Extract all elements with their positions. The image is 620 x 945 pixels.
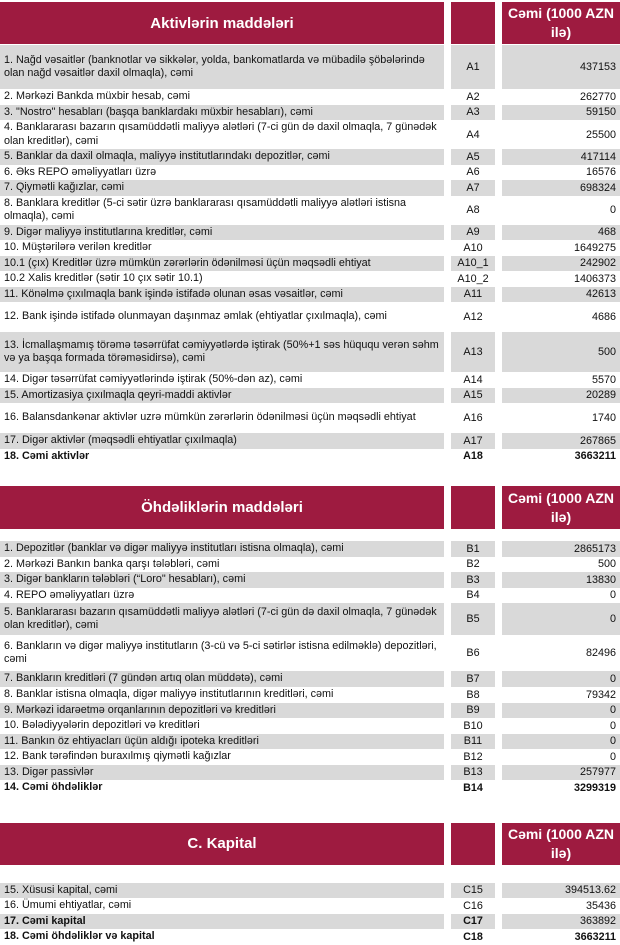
row-label-cell [0, 388, 444, 404]
row-label-cell [0, 588, 444, 604]
row-code-cell: A17 [451, 433, 495, 449]
table-row [0, 541, 620, 557]
row-value-cell: 25500 [585, 128, 616, 141]
row-code-cell: A6 [466, 166, 480, 179]
row-label: 15. Xüsusi kapital, cəmi [4, 883, 118, 896]
row-label-cell [0, 749, 444, 765]
row-label-cell [0, 240, 444, 256]
table-row [0, 687, 620, 703]
row-label: 3. "Nostro" hesabları (başqa banklardakı müxbir hesabları), cəmi [4, 105, 313, 118]
row-label-cell [0, 671, 444, 687]
section-header [0, 823, 620, 865]
table-row [0, 372, 620, 388]
table-row [0, 120, 620, 149]
row-label-cell [0, 780, 444, 796]
row-code-cell: B4 [466, 589, 480, 602]
row-value-cell: 1406373 [573, 272, 616, 285]
section-capital [0, 823, 620, 945]
row-label: 17. Cəmi kapital [4, 914, 86, 927]
table-row [0, 45, 620, 89]
row-value-cell: 1649275 [573, 241, 616, 254]
row-value-cell: 82496 [585, 647, 616, 659]
table-row [0, 332, 620, 372]
row-label-cell [0, 225, 444, 241]
row-label-cell [0, 433, 444, 449]
row-value-cell: 0 [502, 734, 620, 750]
row-label: 9. Mərkəzi idarəetmə orqanlarının depozitləri və kreditləri [4, 703, 276, 716]
row-label: 7. Qiymətli kağızlar, cəmi [4, 181, 124, 193]
row-label: 2. Mərkəzi Bankın banka qarşı tələbləri, cəmi [4, 557, 220, 570]
header-gap [0, 529, 620, 541]
table-row [0, 780, 620, 796]
row-code-cell: B8 [466, 688, 480, 701]
section-header [0, 486, 620, 529]
row-label: 6. Əks REPO əməliyyatları üzrə [4, 165, 157, 178]
row-label: 5. Banklararası bazarın qısamüddətli maliyyə alətləri (7-ci gün də daxil olmaqla, 7 günədək olan kreditlər), cəmi [4, 605, 437, 631]
row-label-cell [0, 572, 444, 588]
row-label: 17. Digər aktivlər (məqsədli ehtiyatlar çıxılmaqla) [4, 434, 237, 446]
table-row [0, 588, 620, 604]
row-label: 3. Digər bankların tələbləri (“Loro" hesabları), cəmi [4, 573, 246, 585]
row-label-cell [0, 332, 444, 372]
row-label-cell [0, 718, 444, 734]
row-label: 18. Cəmi öhdəliklər və kapital [4, 930, 155, 942]
row-label-cell [0, 45, 444, 89]
section-title: Aktivlərin maddələri [0, 2, 444, 44]
row-value-cell: 42613 [502, 287, 620, 303]
code-column-header [451, 823, 495, 865]
row-label: 13. İcmallaşmamış törəmə təsərrüfat cəmiyyətlərdə iştirak (50%+1 səs hüququ verən səhm və ya başqa formada törəməsidirsə), cəmi [4, 338, 439, 364]
row-label-cell [0, 687, 444, 703]
row-value-cell: 4686 [591, 311, 616, 323]
table-row [0, 271, 620, 287]
row-label: 16. Ümumi ehtiyatlar, cəmi [4, 899, 132, 911]
row-label: 2. Mərkəzi Bankda müxbir hesab, cəmi [4, 90, 191, 102]
section-title: C. Kapital [0, 823, 444, 865]
row-label: 9. Digər maliyyə institutlarına kreditlər, cəmi [4, 225, 213, 238]
row-value-cell: 267865 [502, 433, 620, 449]
row-label: 1. Nağd vəsaitlər (banknotlar və sikkələr, yolda, bankomatlarda və mübadilə şöbələrində olan nağd vəsaitlər daxil olmaqla), cəmi [4, 53, 425, 79]
row-value-cell: 0 [502, 671, 620, 687]
row-label-cell [0, 403, 444, 433]
row-label: 8. Banklara kreditlər (5-ci sətir üzrə banklararası qısamüddətli maliyyə alətləri istisna olmaqla), cəmi [4, 196, 407, 222]
row-label-cell [0, 271, 444, 287]
row-label: 8. Banklar istisna olmaqla, digər maliyyə institutlarının kreditləri, cəmi [4, 688, 334, 700]
row-code-cell: A15 [451, 388, 495, 404]
table-row [0, 635, 620, 671]
row-label-cell [0, 256, 444, 272]
row-value-cell: 0 [609, 589, 616, 602]
row-label-cell [0, 603, 444, 635]
row-value-cell: 2865173 [502, 541, 620, 557]
table-row [0, 433, 620, 449]
row-label-cell [0, 734, 444, 750]
row-code-cell: A4 [466, 128, 480, 141]
row-label: 10.2 Xalis kreditlər (sətir 10 çıx sətir 10.1) [4, 272, 203, 284]
row-label: 10. Müştərilərə verilən kreditlər [4, 241, 152, 253]
row-label-cell [0, 703, 444, 719]
row-value-cell: 3299319 [573, 781, 616, 794]
row-code-cell: B10 [463, 719, 483, 732]
code-column-header [451, 486, 495, 529]
row-value-cell: 0 [609, 719, 616, 732]
table-row [0, 929, 620, 945]
row-label: 11. Bankın öz ehtiyacları üçün aldığı ipoteka kreditləri [4, 734, 259, 747]
row-code-cell: A2 [466, 90, 480, 103]
table-row [0, 388, 620, 404]
table-row [0, 765, 620, 781]
row-code-cell: A10_1 [451, 256, 495, 272]
table-row [0, 89, 620, 105]
row-label: 11. Könəlmə çıxılmaqla bank işində istifadə olunan əsas vəsaitlər, cəmi [4, 287, 343, 300]
row-code-cell: B1 [451, 541, 495, 557]
row-label-cell [0, 541, 444, 557]
row-label: 10. Bələdiyyələrin depozitləri və kreditləri [4, 719, 200, 731]
row-value-cell: 257977 [502, 765, 620, 781]
row-code-cell: C17 [451, 914, 495, 930]
row-code-cell: C15 [451, 883, 495, 899]
unit-header: Cəmi (1000 AZN ilə) [502, 823, 620, 865]
table-row [0, 196, 620, 225]
row-label-cell [0, 287, 444, 303]
section-liabilities [0, 486, 620, 796]
row-value-cell: 417114 [502, 149, 620, 165]
code-column-header [451, 2, 495, 44]
table-row [0, 149, 620, 165]
table-row [0, 165, 620, 181]
unit-header: Cəmi (1000 AZN ilə) [502, 486, 620, 529]
table-row [0, 256, 620, 272]
table-row [0, 287, 620, 303]
row-value-cell: 5570 [591, 373, 616, 386]
table-row [0, 703, 620, 719]
section-header [0, 2, 620, 44]
section-assets [0, 2, 620, 464]
row-value-cell: 13830 [502, 572, 620, 588]
table-row [0, 403, 620, 433]
row-value-cell: 437153 [502, 45, 620, 89]
table-row [0, 449, 620, 465]
section-spacer [0, 796, 620, 823]
row-label-cell [0, 180, 444, 196]
row-label: 4. Banklararası bazarın qısamüddətli maliyyə alətləri (7-ci gün də daxil olmaqla, 7 günədək olan kreditlər), cəmi [4, 121, 437, 147]
table-row [0, 180, 620, 196]
section-spacer [0, 464, 620, 486]
row-code-cell: A8 [466, 204, 480, 216]
row-code-cell: A10_2 [457, 272, 489, 285]
row-label: 4. REPO əməliyyatları üzrə [4, 588, 135, 601]
row-code-cell: B2 [466, 558, 480, 571]
row-label: 12. Bank tərəfindən buraxılmış qiymətli kağızlar [4, 750, 231, 762]
row-code-cell: A12 [463, 311, 483, 323]
row-value-cell: 20289 [502, 388, 620, 404]
row-label: 14. Digər təsərrüfat cəmiyyətlərində iştirak (50%-dən az), cəmi [4, 373, 303, 385]
table-row [0, 883, 620, 899]
row-code-cell: B9 [451, 703, 495, 719]
table-row [0, 734, 620, 750]
row-code-cell: A3 [451, 105, 495, 121]
row-code-cell: B3 [451, 572, 495, 588]
row-value-cell: 1740 [591, 412, 616, 424]
row-code-cell: B5 [451, 603, 495, 635]
row-value-cell: 262770 [579, 90, 616, 103]
row-label: 14. Cəmi öhdəliklər [4, 781, 103, 793]
row-label-cell [0, 883, 444, 899]
row-label-cell [0, 89, 444, 105]
row-label-cell [0, 149, 444, 165]
row-value-cell: 242902 [502, 256, 620, 272]
row-code-cell: B11 [451, 734, 495, 750]
row-label-cell [0, 120, 444, 149]
row-label: 5. Banklar da daxil olmaqla, maliyyə institutlarındakı depozitlər, cəmi [4, 150, 330, 162]
row-value-cell: 0 [609, 204, 616, 216]
row-label: 10.1 (çıx) Kreditlər üzrə mümkün zərərlərin ödənilməsi üçün məqsədli ehtiyat [4, 256, 371, 269]
row-code-cell: A9 [451, 225, 495, 241]
table-row [0, 898, 620, 914]
row-code-cell: A7 [451, 180, 495, 196]
row-value-cell: 0 [502, 603, 620, 635]
table-row [0, 105, 620, 121]
row-label: 6. Bankların və digər maliyyə institutların (3-cü və 5-ci sətirlər istisna edilməklə) depozitləri, cəmi [4, 639, 437, 665]
row-label: 12. Bank işində istifadə olunmayan daşınmaz əmlak (ehtiyatlar çıxılmaqla), cəmi [4, 310, 387, 323]
table-row [0, 718, 620, 734]
row-code-cell: A14 [463, 373, 483, 386]
row-value-cell: 500 [502, 332, 620, 372]
row-value-cell: 0 [502, 703, 620, 719]
row-value-cell: 0 [609, 750, 616, 763]
row-label: 7. Bankların kreditləri (7 gündən artıq olan müddətə), cəmi [4, 672, 283, 685]
row-label: 15. Amortizasiya çıxılmaqla qeyri-maddi aktivlər [4, 388, 232, 401]
row-code-cell: A11 [451, 287, 495, 303]
header-gap [0, 865, 620, 883]
row-code-cell: C18 [463, 930, 483, 943]
row-code-cell: B6 [466, 647, 480, 659]
table-row [0, 603, 620, 635]
row-code-cell: A1 [451, 45, 495, 89]
row-label-cell [0, 898, 444, 914]
row-value-cell: 3663211 [574, 930, 616, 943]
row-value-cell: 3663211 [574, 450, 616, 463]
row-code-cell: A18 [463, 450, 483, 463]
row-code-cell: A13 [451, 332, 495, 372]
row-code-cell: B7 [451, 671, 495, 687]
table-row [0, 225, 620, 241]
row-label-cell [0, 557, 444, 573]
row-label-cell [0, 929, 444, 945]
table-row [0, 240, 620, 256]
row-value-cell: 79342 [585, 688, 616, 701]
row-label-cell [0, 372, 444, 388]
row-value-cell: 698324 [502, 180, 620, 196]
table-row [0, 671, 620, 687]
row-label: 1. Depozitlər (banklar və digər maliyyə institutları istisna olmaqla), cəmi [4, 542, 344, 554]
row-label-cell [0, 449, 444, 465]
row-value-cell: 59150 [502, 105, 620, 121]
row-code-cell: B13 [451, 765, 495, 781]
row-code-cell: A5 [451, 149, 495, 165]
row-label-cell [0, 302, 444, 332]
row-value-cell: 394513.62 [502, 883, 620, 899]
row-label-cell [0, 196, 444, 225]
row-value-cell: 468 [502, 225, 620, 241]
row-label-cell [0, 765, 444, 781]
unit-header: Cəmi (1000 AZN ilə) [502, 2, 620, 44]
row-label-cell [0, 914, 444, 930]
table-row [0, 557, 620, 573]
row-value-cell: 500 [597, 558, 616, 571]
row-value-cell: 35436 [585, 899, 616, 912]
row-code-cell: C16 [463, 899, 483, 912]
row-label-cell [0, 635, 444, 671]
row-label: 13. Digər passivlər [4, 765, 94, 778]
row-label: 18. Cəmi aktivlər [4, 449, 90, 462]
row-label: 16. Balansdankənar aktivlər uzrə mümkün zərərlərin ödənilməsi üçün məqsədli ehtiyat [4, 411, 416, 424]
row-code-cell: B12 [463, 750, 483, 763]
row-label-cell [0, 165, 444, 181]
section-title: Öhdəliklərin maddələri [0, 486, 444, 529]
table-row [0, 749, 620, 765]
row-value-cell: 16576 [585, 166, 616, 179]
row-value-cell: 363892 [502, 914, 620, 930]
table-row [0, 302, 620, 332]
row-code-cell: B14 [463, 781, 483, 794]
row-code-cell: A10 [463, 241, 483, 254]
row-code-cell: A16 [463, 412, 483, 424]
table-row [0, 572, 620, 588]
table-row [0, 914, 620, 930]
row-label-cell [0, 105, 444, 121]
